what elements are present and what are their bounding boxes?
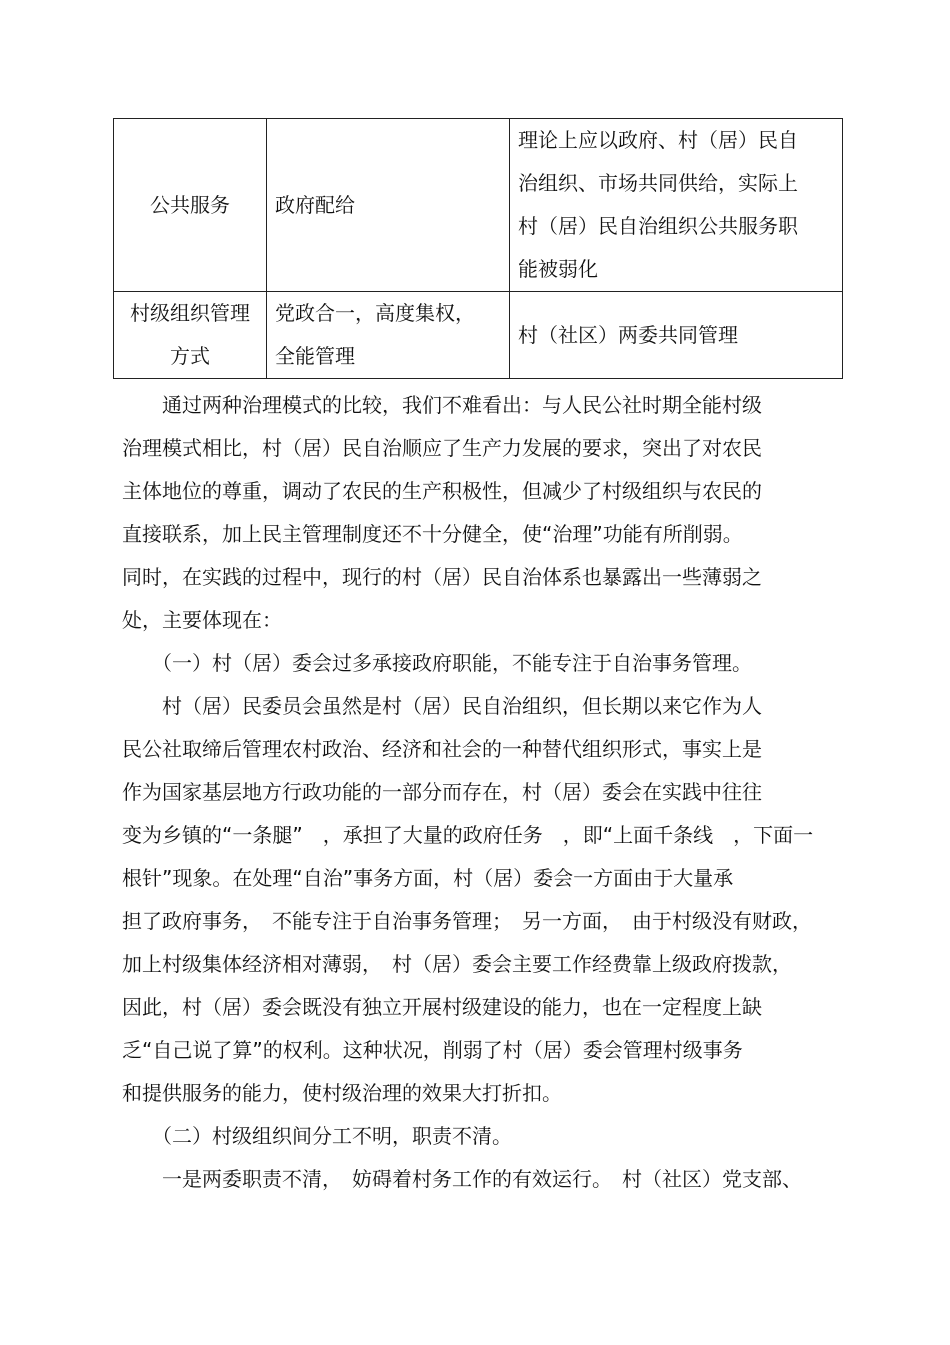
table-cell: [510, 119, 843, 292]
cell-line: 全能管理: [275, 344, 355, 368]
body-line: 和提供服务的能力，使村级治理的效果大打折扣。: [122, 1081, 562, 1105]
section-heading: （一）村（居）委会过多承接政府职能，不能专注于自治事务管理。: [122, 651, 752, 675]
cell-line: 能被弱化: [518, 257, 598, 281]
body-line: 作为国家基层地方行政功能的一部分而存在，村（居）委会在实践中往往: [122, 780, 762, 804]
body-line: 主体地位的尊重，调动了农民的生产积极性，但减少了村级组织与农民的: [122, 479, 762, 503]
body-line: 变为乡镇的“一条腿” ，承担了大量的政府任务 ，即“上面千条线 ，下面一: [122, 823, 814, 847]
section-heading: （二）村级组织间分工不明，职责不清。: [122, 1124, 512, 1148]
table-cell: [267, 292, 510, 379]
table-row: [114, 292, 843, 379]
body-line: 处，主要体现在：: [122, 608, 282, 632]
cell-line: 村（社区）两委共同管理: [518, 322, 738, 347]
cell-line: 治组织、市场共同供给，实际上: [518, 171, 798, 195]
body-line: 因此，村（居）委会既没有独立开展村级建设的能力，也在一定程度上缺: [122, 995, 762, 1019]
cell-line: 政府配给: [275, 192, 355, 217]
body-line: 乏“自己说了算”的权利。这种状况，削弱了村（居）委会管理村级事务: [122, 1038, 743, 1062]
cell-line: 公共服务: [150, 192, 230, 217]
table-cell: [114, 292, 267, 379]
comparison-table: [113, 118, 843, 379]
body-line: 担了政府事务， 不能专注于自治事务管理； 另一方面， 由于村级没有财政，: [122, 909, 812, 933]
cell-line: 村（居）民自治组织公共服务职: [518, 214, 798, 238]
cell-line: 党政合一，高度集权，: [275, 301, 475, 325]
body-line: 通过两种治理模式的比较，我们不难看出：与人民公社时期全能村级: [122, 393, 762, 417]
cell-line: 理论上应以政府、村（居）民自: [518, 128, 798, 152]
table-cell: [267, 119, 510, 292]
body-line: 加上村级集体经济相对薄弱， 村（居）委会主要工作经费靠上级政府拨款，: [122, 952, 792, 976]
body-line: 民公社取缔后管理农村政治、经济和社会的一种替代组织形式，事实上是: [122, 737, 762, 761]
table-cell: [114, 119, 267, 292]
cell-line: 方式: [170, 344, 210, 368]
table-row: [114, 119, 843, 292]
body-line: 直接联系，加上民主管理制度还不十分健全，使“治理”功能有所削弱。: [122, 522, 743, 546]
cell-line: 村级组织管理: [130, 301, 250, 325]
body-line: 同时，在实践的过程中，现行的村（居）民自治体系也暴露出一些薄弱之: [122, 565, 762, 589]
table-cell: [510, 292, 843, 379]
body-line: 治理模式相比，村（居）民自治顺应了生产力发展的要求，突出了对农民: [122, 436, 762, 460]
body-line: 村（居）民委员会虽然是村（居）民自治组织，但长期以来它作为人: [122, 694, 762, 718]
body-line: 一是两委职责不清， 妨碍着村务工作的有效运行。 村（社区）党支部、: [122, 1167, 802, 1191]
body-line: 根针”现象。在处理“自治”事务方面，村（居）委会一方面由于大量承: [122, 866, 734, 890]
